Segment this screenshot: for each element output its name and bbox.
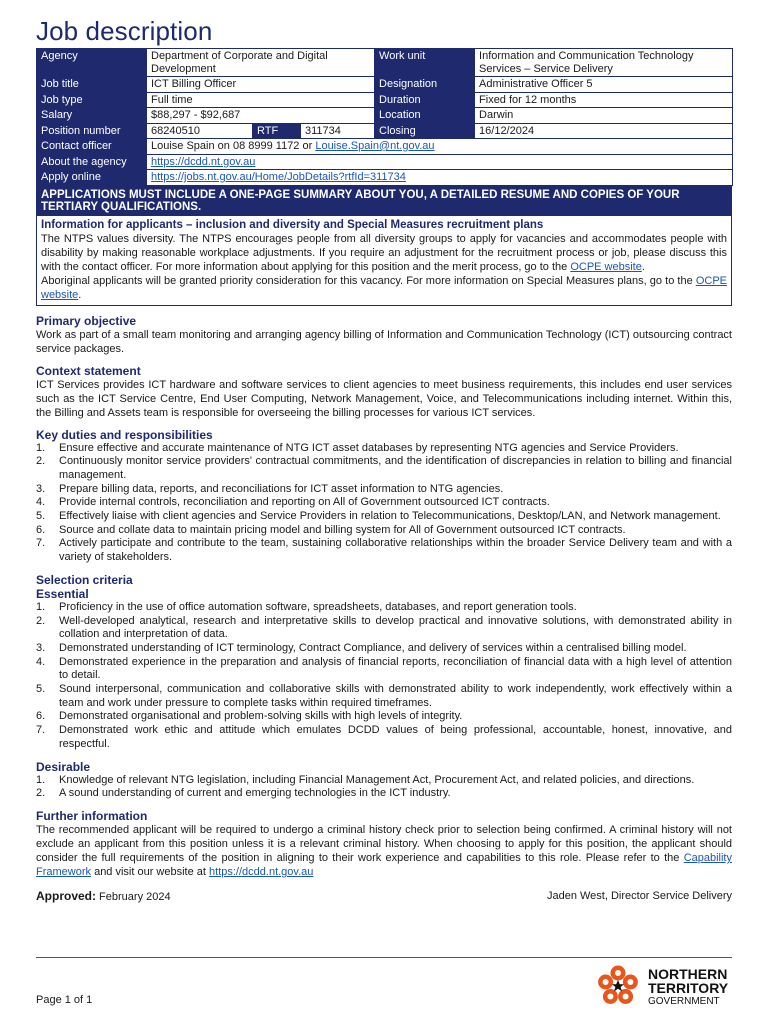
essential-criterion-item-number: 2. bbox=[36, 614, 46, 627]
context-heading: Context statement bbox=[36, 363, 141, 378]
primary-objective-heading: Primary objective bbox=[36, 313, 137, 328]
capability-framework-link[interactable]: Capability Framework bbox=[36, 851, 732, 878]
duty-item-number: 7. bbox=[36, 537, 46, 550]
essential-criterion-item-number: 7. bbox=[36, 724, 46, 737]
row-job-type bbox=[37, 92, 733, 108]
further-mid: and visit our website at bbox=[91, 865, 210, 878]
row-contact bbox=[37, 139, 733, 155]
essential-list bbox=[36, 601, 732, 752]
applications-banner: APPLICATIONS MUST INCLUDE A ONE-PAGE SUMMARY ABOUT YOU, A DETAILED RESUME AND COPIES OF YOUR TERTIARY QUALIFICATIONS. bbox=[36, 186, 732, 216]
duty-item bbox=[36, 455, 732, 482]
agency-value: Department of Corporate and Digital Development bbox=[147, 49, 375, 77]
essential-criterion-item-number: 3. bbox=[36, 641, 46, 654]
duty-item-number: 6. bbox=[36, 523, 46, 536]
desirable-criterion-item-text: A sound understanding of current and emerging technologies in the ICT industry. bbox=[59, 787, 451, 800]
essential-criterion-item-text: Demonstrated experience in the preparation and analysis of financial reports, reconciliation of financial data with a high level of attention to detail. bbox=[59, 655, 732, 682]
applicant-info-box bbox=[36, 216, 732, 306]
logo-government: GOVERNMENT bbox=[648, 996, 720, 1007]
apply-label: Apply online bbox=[37, 170, 147, 186]
closing-value: 16/12/2024 bbox=[475, 123, 733, 139]
desirable-criterion-item-text: Knowledge of relevant NTG legislation, including Financial Management Act, Procurement Act, and related policies, and directions. bbox=[59, 773, 695, 786]
duty-item-text: Ensure effective and accurate maintenance of NTG ICT asset databases by representing NTG agencies and Service Providers. bbox=[59, 441, 679, 454]
essential-criterion-item-number: 5. bbox=[36, 683, 46, 696]
essential-criterion-item-text: Proficiency in the use of office automation software, spreadsheets, databases, and report generation tools. bbox=[59, 600, 577, 613]
essential-criterion-item-number: 6. bbox=[36, 710, 46, 723]
row-position-number bbox=[37, 123, 733, 139]
row-salary bbox=[37, 108, 733, 124]
duty-item bbox=[36, 537, 732, 564]
position-number-label: Position number bbox=[37, 123, 147, 139]
duty-item bbox=[36, 524, 732, 538]
logo-northern: NORTHERN bbox=[648, 966, 728, 982]
rtf-value: 311734 bbox=[301, 123, 375, 139]
duties-list bbox=[36, 442, 732, 565]
essential-criterion-item-text: Demonstrated work ethic and attitude which emulates DCDD values of being professional, accountable, honest, innovative, and respectful. bbox=[59, 724, 732, 750]
duty-item-text: Effectively liaise with client agencies and Service Providers in relation to Telecommunications, Desktop/LAN, and Network management. bbox=[59, 510, 721, 523]
apply-value bbox=[147, 170, 733, 186]
website-link[interactable]: https://dcdd.nt.gov.au bbox=[209, 865, 314, 878]
duty-item-text: Source and collate data to maintain pricing model and billing system for All of Government outsourced ICT contracts. bbox=[59, 523, 626, 536]
job-title-value: ICT Billing Officer bbox=[147, 77, 375, 93]
duty-item-text: Provide internal controls, reconciliation and reporting on All of Government outsourced ICT contracts. bbox=[59, 496, 550, 509]
about-value bbox=[147, 154, 733, 170]
primary-objective-text: Work as part of a small team monitoring and arranging agency billing of Information and Communication Technology (ICT) outsourcing contract service packages. bbox=[36, 328, 732, 355]
duty-item-number: 3. bbox=[36, 482, 46, 495]
contact-text: Louise Spain on 08 8999 1172 or bbox=[151, 140, 316, 152]
duty-item bbox=[36, 483, 732, 497]
duty-item-number: 4. bbox=[36, 496, 46, 509]
ocpe-website-link-1[interactable]: OCPE website bbox=[570, 260, 642, 273]
position-number-value: 68240510 bbox=[147, 123, 253, 139]
essential-criterion-item bbox=[36, 615, 732, 642]
contact-label: Contact officer bbox=[37, 139, 147, 155]
about-label: About the agency bbox=[37, 154, 147, 170]
desert-rose-icon bbox=[598, 966, 638, 1005]
location-value: Darwin bbox=[475, 108, 733, 124]
row-about bbox=[37, 154, 733, 170]
work-unit-label: Work unit bbox=[375, 49, 475, 77]
nt-government-logo bbox=[596, 962, 736, 1012]
diversity-paragraph bbox=[41, 232, 727, 274]
duty-item-text: Continuously monitor service providers' contractual commitments, and the identification of discrepancies in relation to billing and financial management. bbox=[59, 455, 732, 481]
duty-item bbox=[36, 442, 732, 456]
special-measures-end: . bbox=[78, 288, 82, 301]
special-measures-paragraph bbox=[41, 274, 727, 302]
essential-criterion-item-text: Demonstrated understanding of ICT terminology, Contract Compliance, and delivery of services within a centralised billing model. bbox=[59, 641, 687, 654]
approved-date bbox=[36, 889, 171, 904]
approval-line bbox=[36, 889, 732, 904]
salary-label: Salary bbox=[37, 108, 147, 124]
applicant-info-heading: Information for applicants – inclusion and diversity and Special Measures recruitment plans bbox=[41, 218, 544, 231]
location-label: Location bbox=[375, 108, 475, 124]
further-info-text bbox=[36, 823, 732, 879]
duty-item-text: Prepare billing data, reports, and reconciliations for ICT asset information to NTG agencies. bbox=[59, 482, 504, 495]
desirable-criterion-item bbox=[36, 787, 732, 801]
context-text: ICT Services provides ICT hardware and software services to client agencies to meet business requirements, this includes end user services such as the ICT Service Centre, End User Computing, Network Management, Voice, and Telecommunications including internet. Within this, the Billing and Assets team is responsible for overseeing the billing processes for various ICT services. bbox=[36, 378, 732, 419]
desirable-heading: Desirable bbox=[36, 759, 91, 774]
essential-criterion-item bbox=[36, 683, 732, 710]
further-info-heading: Further information bbox=[36, 808, 148, 823]
designation-label: Designation bbox=[375, 77, 475, 93]
contact-value bbox=[147, 139, 733, 155]
duty-item-number: 1. bbox=[36, 441, 46, 454]
further-text: The recommended applicant will be required to undergo a criminal history check prior to selection being confirmed. A criminal history will not exclude an applicant from this position unless it is a relevant criminal history. When choosing to apply for this position, the applicant should consider the full requirements of the position in aligning to their work experience and capabilities to this role. Please refer to the bbox=[36, 823, 732, 864]
work-unit-value: Information and Communication Technology Services – Service Delivery bbox=[475, 49, 733, 77]
row-apply bbox=[37, 170, 733, 186]
desirable-criterion-item bbox=[36, 774, 732, 788]
selection-criteria-heading: Selection criteria bbox=[36, 572, 133, 587]
diversity-text: The NTPS values diversity. The NTPS encourages people from all diversity groups to apply for vacancies and accommodates people with disability by making reasonable workplace adjustments. If you require an adjustment for the recruitment process or job, please discuss this with the contact officer. For more information about applying for this position and the merit process, go to the bbox=[41, 232, 727, 273]
essential-criterion-item-text: Demonstrated organisational and problem-solving skills with high levels of integrity. bbox=[59, 710, 463, 723]
apply-online-link[interactable]: https://jobs.nt.gov.au/Home/JobDetails?rtfId=311734 bbox=[151, 171, 406, 183]
duty-item bbox=[36, 510, 732, 524]
essential-criterion-item bbox=[36, 656, 732, 683]
essential-criterion-item bbox=[36, 710, 732, 724]
designation-value: Administrative Officer 5 bbox=[475, 77, 733, 93]
job-title-label: Job title bbox=[37, 77, 147, 93]
row-job-title bbox=[37, 77, 733, 93]
agency-label: Agency bbox=[37, 49, 147, 77]
diversity-end: . bbox=[641, 260, 645, 273]
desirable-list bbox=[36, 774, 732, 801]
contact-email-link[interactable]: Louise.Spain@nt.gov.au bbox=[315, 140, 435, 152]
page-title: Job description bbox=[36, 16, 213, 46]
job-type-value: Full time bbox=[147, 92, 375, 108]
desirable-criterion-item-number: 1. bbox=[36, 773, 46, 786]
approved-label: Approved: bbox=[36, 888, 96, 903]
job-type-label: Job type bbox=[37, 92, 147, 108]
duty-item bbox=[36, 496, 732, 510]
duration-value: Fixed for 12 months bbox=[475, 92, 733, 108]
job-info-table bbox=[36, 48, 733, 186]
essential-criterion-item bbox=[36, 724, 732, 751]
duration-label: Duration bbox=[375, 92, 475, 108]
salary-value: $88,297 - $92,687 bbox=[147, 108, 375, 124]
essential-criterion-item-number: 1. bbox=[36, 600, 46, 613]
row-agency bbox=[37, 49, 733, 77]
essential-criterion-item-text: Sound interpersonal, communication and collaborative skills with demonstrated ability to work independently, work effectively within a team and work under pressure to complete tasks within required timeframes. bbox=[59, 683, 732, 709]
duty-item-number: 5. bbox=[36, 510, 46, 523]
essential-criterion-item-number: 4. bbox=[36, 655, 46, 668]
rtf-label: RTF bbox=[253, 123, 301, 139]
essential-heading: Essential bbox=[36, 586, 89, 601]
desirable-criterion-item-number: 2. bbox=[36, 787, 46, 800]
duty-item-text: Actively participate and contribute to the team, sustaining collaborative relationships within the broader Service Delivery team and with a variety of stakeholders. bbox=[59, 537, 732, 564]
special-measures-text: Aboriginal applicants will be granted priority consideration for this vacancy. For more information on Special Measures plans, go to the bbox=[41, 274, 696, 287]
essential-criterion-item bbox=[36, 642, 732, 656]
page-number: Page 1 of 1 bbox=[36, 994, 93, 1006]
duty-item-number: 2. bbox=[36, 455, 46, 468]
ocpe-website-link-2[interactable]: OCPE website bbox=[41, 274, 727, 301]
approver: Jaden West, Director Service Delivery bbox=[546, 889, 732, 902]
closing-label: Closing bbox=[375, 123, 475, 139]
essential-criterion-item bbox=[36, 601, 732, 615]
job-description-page bbox=[36, 14, 732, 904]
agency-website-link[interactable]: https://dcdd.nt.gov.au bbox=[151, 155, 256, 168]
essential-criterion-item-text: Well-developed analytical, research and interpretative skills to develop practical and innovative solutions, with demonstrated ability in collation and interpretation of data. bbox=[59, 614, 732, 641]
duties-heading: Key duties and responsibilities bbox=[36, 427, 213, 442]
logo-territory: TERRITORY bbox=[648, 980, 729, 996]
footer-divider bbox=[36, 957, 732, 958]
approved-month: February 2024 bbox=[96, 890, 171, 903]
